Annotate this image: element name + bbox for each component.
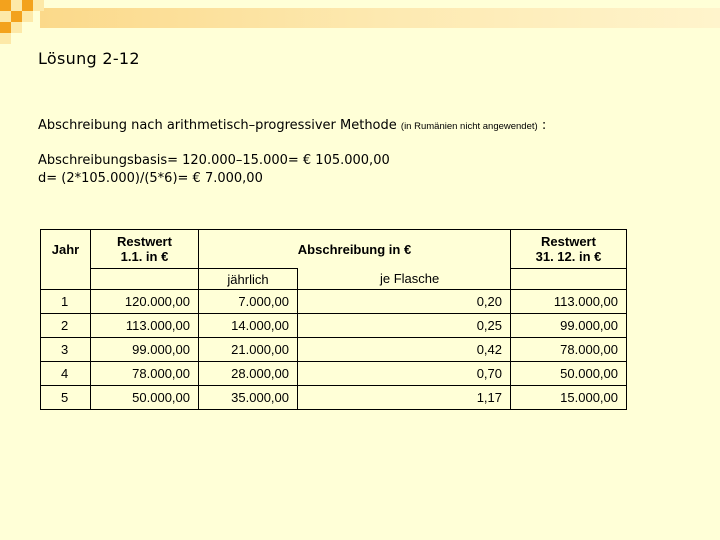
cell-per-bottle: 0,25 bbox=[298, 314, 511, 338]
header-abschreibung: Abschreibung in € bbox=[199, 230, 511, 269]
subheader-je-flasche: je Flasche bbox=[298, 269, 511, 290]
table-row bbox=[41, 314, 627, 338]
subheader-start-empty bbox=[91, 269, 199, 290]
cell-per-bottle: 1,17 bbox=[298, 386, 511, 410]
formula-d: d= (2*105.000)/(5*6)= € 7.000,00 bbox=[38, 171, 263, 186]
cell-jahr: 4 bbox=[41, 362, 91, 386]
heading-note: (in Rumänien nicht angewendet) bbox=[400, 121, 538, 132]
cell-jahr: 1 bbox=[41, 290, 91, 314]
cell-restwert-end: 78.000,00 bbox=[511, 338, 627, 362]
table-row bbox=[41, 362, 627, 386]
cell-restwert-end: 50.000,00 bbox=[511, 362, 627, 386]
header-restwert-start-line2: 1.1. in € bbox=[120, 249, 169, 264]
cell-restwert-end: 99.000,00 bbox=[511, 314, 627, 338]
subheader-end-empty bbox=[511, 269, 627, 290]
cell-restwert-end: 113.000,00 bbox=[511, 290, 627, 314]
cell-annual: 14.000,00 bbox=[199, 314, 298, 338]
cell-restwert-end: 15.000,00 bbox=[511, 386, 627, 410]
cell-restwert-start: 120.000,00 bbox=[91, 290, 199, 314]
table-subheader-row bbox=[41, 269, 627, 290]
depreciation-table bbox=[40, 229, 627, 410]
subheader-jahr-empty bbox=[41, 269, 91, 290]
header-restwert-start-line1: Restwert bbox=[117, 234, 172, 249]
table-row bbox=[41, 386, 627, 410]
cell-annual: 28.000,00 bbox=[199, 362, 298, 386]
cell-jahr: 2 bbox=[41, 314, 91, 338]
header-restwert-end-line2: 31. 12. in € bbox=[535, 249, 602, 264]
table-header-row bbox=[41, 230, 627, 269]
cell-jahr: 3 bbox=[41, 338, 91, 362]
decorative-header-squares bbox=[0, 0, 720, 45]
cell-per-bottle: 0,70 bbox=[298, 362, 511, 386]
cell-jahr: 5 bbox=[41, 386, 91, 410]
subheader-jaehrlich: jährlich bbox=[199, 269, 298, 290]
header-restwert-end bbox=[511, 230, 627, 269]
cell-restwert-start: 113.000,00 bbox=[91, 314, 199, 338]
cell-annual: 7.000,00 bbox=[199, 290, 298, 314]
header-restwert-start bbox=[91, 230, 199, 269]
cell-annual: 21.000,00 bbox=[199, 338, 298, 362]
heading-main: Abschreibung nach arithmetisch–progressiver Methode bbox=[38, 118, 397, 133]
section-heading bbox=[38, 118, 546, 133]
cell-annual: 35.000,00 bbox=[199, 386, 298, 410]
cell-per-bottle: 0,20 bbox=[298, 290, 511, 314]
cell-restwert-start: 78.000,00 bbox=[91, 362, 199, 386]
header-restwert-end-line1: Restwert bbox=[541, 234, 596, 249]
cell-per-bottle: 0,42 bbox=[298, 338, 511, 362]
table-row bbox=[41, 290, 627, 314]
formula-block bbox=[38, 152, 390, 188]
heading-colon: : bbox=[541, 118, 547, 133]
header-jahr: Jahr bbox=[41, 230, 91, 269]
cell-restwert-start: 50.000,00 bbox=[91, 386, 199, 410]
formula-basis: Abschreibungsbasis= 120.000–15.000= € 105.000,00 bbox=[38, 153, 390, 168]
table-row bbox=[41, 338, 627, 362]
page-title: Lösung 2-12 bbox=[38, 49, 140, 68]
cell-restwert-start: 99.000,00 bbox=[91, 338, 199, 362]
